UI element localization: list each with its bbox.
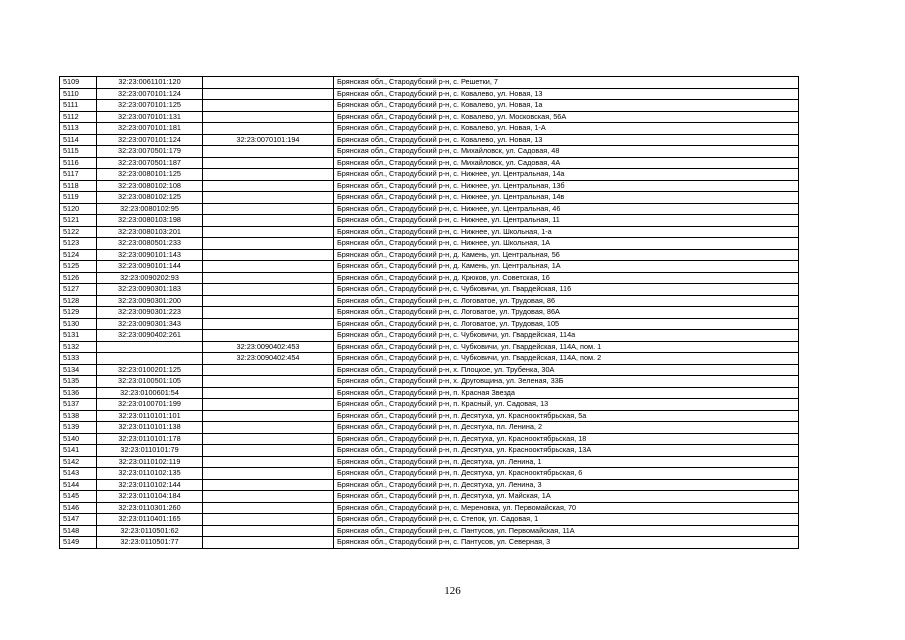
address-cell: Брянская обл., Стародубский р-н, д. Камень, ул. Центральная, 56 [334,249,799,261]
address-cell: Брянская обл., Стародубский р-н, с. Чубковичи, ул. Гвардейская, 114А, пом. 1 [334,341,799,353]
cadastral-number-cell: 32:23:0110101:178 [97,433,203,445]
cadastral-number-cell: 32:23:0110501:77 [97,537,203,549]
table-row [60,180,799,192]
secondary-cadastral-number-cell [203,307,334,319]
cadastral-number-cell: 32:23:0090101:143 [97,249,203,261]
secondary-cadastral-number-cell [203,249,334,261]
row-number-cell: 5127 [60,284,97,296]
secondary-cadastral-number-cell [203,364,334,376]
address-cell: Брянская обл., Стародубский р-н, с. Михайловск, ул. Садовая, 4А [334,157,799,169]
table-row [60,399,799,411]
secondary-cadastral-number-cell [203,238,334,250]
table-row [60,307,799,319]
cadastral-number-cell: 32:23:0090301:183 [97,284,203,296]
row-number-cell: 5142 [60,456,97,468]
secondary-cadastral-number-cell [203,410,334,422]
secondary-cadastral-number-cell [203,433,334,445]
row-number-cell: 5117 [60,169,97,181]
cadastral-number-cell: 32:23:0110301:260 [97,502,203,514]
secondary-cadastral-number-cell [203,284,334,296]
secondary-cadastral-number-cell [203,376,334,388]
address-cell: Брянская обл., Стародубский р-н, с. Пантусов, ул. Северная, 3 [334,537,799,549]
row-number-cell: 5112 [60,111,97,123]
address-cell: Брянская обл., Стародубский р-н, с. Нижнее, ул. Центральная, 46 [334,203,799,215]
table-row [60,468,799,480]
cadastral-number-cell: 32:23:0070101:124 [97,134,203,146]
row-number-cell: 5132 [60,341,97,353]
row-number-cell: 5147 [60,514,97,526]
row-number-cell: 5149 [60,537,97,549]
registry-table [59,76,799,549]
secondary-cadastral-number-cell [203,226,334,238]
secondary-cadastral-number-cell [203,100,334,112]
address-cell: Брянская обл., Стародубский р-н, с. Степок, ул. Садовая, 1 [334,514,799,526]
row-number-cell: 5143 [60,468,97,480]
address-cell: Брянская обл., Стародубский р-н, х. Плоцкое, ул. Трубенка, 30А [334,364,799,376]
cadastral-number-cell: 32:23:0090301:200 [97,295,203,307]
secondary-cadastral-number-cell [203,295,334,307]
row-number-cell: 5110 [60,88,97,100]
table-row [60,525,799,537]
address-cell: Брянская обл., Стародубский р-н, д. Крюков, ул. Советская, 16 [334,272,799,284]
cadastral-number-cell: 32:23:0061101:120 [97,77,203,89]
secondary-cadastral-number-cell [203,514,334,526]
cadastral-number-cell: 32:23:0090301:223 [97,307,203,319]
secondary-cadastral-number-cell [203,422,334,434]
address-cell: Брянская обл., Стародубский р-н, с. Нижнее, ул. Центральная, 14а [334,169,799,181]
secondary-cadastral-number-cell [203,123,334,135]
row-number-cell: 5123 [60,238,97,250]
address-cell: Брянская обл., Стародубский р-н, с. Чубковичи, ул. Гвардейская, 116 [334,284,799,296]
cadastral-number-cell: 32:23:0070101:131 [97,111,203,123]
table-row [60,192,799,204]
table-row [60,146,799,158]
cadastral-number-cell: 32:23:0110102:135 [97,468,203,480]
table-row [60,341,799,353]
cadastral-number-cell: 32:23:0080103:198 [97,215,203,227]
cadastral-number-cell: 32:23:0100501:105 [97,376,203,388]
table-row [60,272,799,284]
address-cell: Брянская обл., Стародубский р-н, п. Десятуха, ул. Краснооктябрьская, 18 [334,433,799,445]
table-row [60,238,799,250]
cadastral-number-cell: 32:23:0070501:179 [97,146,203,158]
address-cell: Брянская обл., Стародубский р-н, п. Десятуха, пл. Ленина, 2 [334,422,799,434]
address-cell: Брянская обл., Стародубский р-н, п. Десятуха, ул. Краснооктябрьская, 6 [334,468,799,480]
cadastral-number-cell: 32:23:0070101:124 [97,88,203,100]
secondary-cadastral-number-cell [203,88,334,100]
cadastral-number-cell [97,341,203,353]
secondary-cadastral-number-cell [203,387,334,399]
secondary-cadastral-number-cell [203,272,334,284]
table-row [60,456,799,468]
cadastral-number-cell [97,353,203,365]
row-number-cell: 5145 [60,491,97,503]
table-row [60,157,799,169]
address-cell: Брянская обл., Стародубский р-н, с. Нижнее, ул. Центральная, 11 [334,215,799,227]
row-number-cell: 5129 [60,307,97,319]
cadastral-number-cell: 32:23:0090202:93 [97,272,203,284]
cadastral-number-cell: 32:23:0110501:62 [97,525,203,537]
cadastral-number-cell: 32:23:0100601:54 [97,387,203,399]
cadastral-number-cell: 32:23:0090301:343 [97,318,203,330]
address-cell: Брянская обл., Стародубский р-н, д. Камень, ул. Центральная, 1А [334,261,799,273]
secondary-cadastral-number-cell [203,146,334,158]
address-cell: Брянская обл., Стародубский р-н, с. Логоватое, ул. Трудовая, 105 [334,318,799,330]
cadastral-number-cell: 32:23:0110101:138 [97,422,203,434]
address-cell: Брянская обл., Стародубский р-н, с. Мереновка, ул. Первомайская, 70 [334,502,799,514]
page-number: 126 [444,585,461,597]
row-number-cell: 5148 [60,525,97,537]
table-row [60,88,799,100]
row-number-cell: 5118 [60,180,97,192]
secondary-cadastral-number-cell [203,502,334,514]
address-cell: Брянская обл., Стародубский р-н, с. Чубковичи, ул. Гвардейская, 114А, пом. 2 [334,353,799,365]
secondary-cadastral-number-cell: 32:23:0070101:194 [203,134,334,146]
table-row [60,445,799,457]
secondary-cadastral-number-cell [203,399,334,411]
row-number-cell: 5115 [60,146,97,158]
table-row [60,514,799,526]
address-cell: Брянская обл., Стародубский р-н, п. Десятуха, ул. Краснооктябрьская, 5а [334,410,799,422]
table-row [60,502,799,514]
table-row [60,376,799,388]
address-cell: Брянская обл., Стародубский р-н, с. Логоватое, ул. Трудовая, 86А [334,307,799,319]
table-row [60,100,799,112]
row-number-cell: 5136 [60,387,97,399]
address-cell: Брянская обл., Стародубский р-н, с. Нижнее, ул. Центральная, 14в [334,192,799,204]
cadastral-number-cell: 32:23:0080102:95 [97,203,203,215]
table-row [60,111,799,123]
address-cell: Брянская обл., Стародубский р-н, п. Десятуха, ул. Краснооктябрьская, 13А [334,445,799,457]
table-row [60,491,799,503]
row-number-cell: 5131 [60,330,97,342]
table-row [60,410,799,422]
secondary-cadastral-number-cell [203,525,334,537]
table-row [60,77,799,89]
row-number-cell: 5125 [60,261,97,273]
row-number-cell: 5126 [60,272,97,284]
address-cell: Брянская обл., Стародубский р-н, п. Красный, ул. Садовая, 13 [334,399,799,411]
secondary-cadastral-number-cell [203,169,334,181]
table-row [60,295,799,307]
address-cell: Брянская обл., Стародубский р-н, с. Михайловск, ул. Садовая, 48 [334,146,799,158]
row-number-cell: 5141 [60,445,97,457]
table-row [60,249,799,261]
address-cell: Брянская обл., Стародубский р-н, с. Ковалево, ул. Новая, 1а [334,100,799,112]
table-row [60,261,799,273]
row-number-cell: 5139 [60,422,97,434]
secondary-cadastral-number-cell [203,456,334,468]
address-cell: Брянская обл., Стародубский р-н, с. Ковалево, ул. Московская, 56А [334,111,799,123]
cadastral-number-cell: 32:23:0080102:125 [97,192,203,204]
table-row [60,364,799,376]
row-number-cell: 5128 [60,295,97,307]
table-row [60,134,799,146]
table-row [60,422,799,434]
address-cell: Брянская обл., Стародубский р-н, с. Ковалево, ул. Новая, 13 [334,88,799,100]
row-number-cell: 5116 [60,157,97,169]
cadastral-number-cell: 32:23:0080102:108 [97,180,203,192]
secondary-cadastral-number-cell [203,537,334,549]
row-number-cell: 5140 [60,433,97,445]
row-number-cell: 5114 [60,134,97,146]
secondary-cadastral-number-cell [203,180,334,192]
secondary-cadastral-number-cell: 32:23:0090402:453 [203,341,334,353]
table-row [60,318,799,330]
registry-table-body [60,77,799,549]
row-number-cell: 5130 [60,318,97,330]
secondary-cadastral-number-cell [203,77,334,89]
table-row [60,123,799,135]
cadastral-number-cell: 32:23:0080501:233 [97,238,203,250]
table-row [60,284,799,296]
row-number-cell: 5120 [60,203,97,215]
table-row [60,215,799,227]
cadastral-number-cell: 32:23:0100201:125 [97,364,203,376]
address-cell: Брянская обл., Стародубский р-н, с. Нижнее, ул. Центральная, 13б [334,180,799,192]
secondary-cadastral-number-cell [203,111,334,123]
row-number-cell: 5137 [60,399,97,411]
row-number-cell: 5122 [60,226,97,238]
row-number-cell: 5124 [60,249,97,261]
table-row [60,537,799,549]
secondary-cadastral-number-cell [203,318,334,330]
secondary-cadastral-number-cell [203,330,334,342]
cadastral-number-cell: 32:23:0070101:125 [97,100,203,112]
table-row [60,387,799,399]
table-row [60,330,799,342]
table-row [60,203,799,215]
cadastral-number-cell: 32:23:0110102:119 [97,456,203,468]
row-number-cell: 5113 [60,123,97,135]
address-cell: Брянская обл., Стародубский р-н, с. Чубковичи, ул. Гвардейская, 114а [334,330,799,342]
secondary-cadastral-number-cell: 32:23:0090402:454 [203,353,334,365]
row-number-cell: 5144 [60,479,97,491]
cadastral-number-cell: 32:23:0090101:144 [97,261,203,273]
table-row [60,226,799,238]
address-cell: Брянская обл., Стародубский р-н, п. Десятуха, ул. Ленина, 1 [334,456,799,468]
cadastral-number-cell: 32:23:0080103:201 [97,226,203,238]
address-cell: Брянская обл., Стародубский р-н, п. Десятуха, ул. Майская, 1А [334,491,799,503]
row-number-cell: 5133 [60,353,97,365]
address-cell: Брянская обл., Стародубский р-н, х. Друговщина, ул. Зеленая, 33Б [334,376,799,388]
row-number-cell: 5146 [60,502,97,514]
row-number-cell: 5119 [60,192,97,204]
cadastral-number-cell: 32:23:0110101:101 [97,410,203,422]
cadastral-number-cell: 32:23:0090402:261 [97,330,203,342]
secondary-cadastral-number-cell [203,468,334,480]
table-row [60,353,799,365]
secondary-cadastral-number-cell [203,491,334,503]
address-cell: Брянская обл., Стародубский р-н, п. Десятуха, ул. Ленина, 3 [334,479,799,491]
secondary-cadastral-number-cell [203,203,334,215]
table-row [60,169,799,181]
address-cell: Брянская обл., Стародубский р-н, с. Ковалево, ул. Новая, 13 [334,134,799,146]
address-cell: Брянская обл., Стародубский р-н, с. Нижнее, ул. Школьная, 1-а [334,226,799,238]
secondary-cadastral-number-cell [203,479,334,491]
address-cell: Брянская обл., Стародубский р-н, с. Ковалево, ул. Новая, 1-А [334,123,799,135]
row-number-cell: 5135 [60,376,97,388]
row-number-cell: 5134 [60,364,97,376]
cadastral-number-cell: 32:23:0100701:199 [97,399,203,411]
secondary-cadastral-number-cell [203,157,334,169]
address-cell: Брянская обл., Стародубский р-н, п. Красная Звезда [334,387,799,399]
cadastral-number-cell: 32:23:0070101:181 [97,123,203,135]
cadastral-number-cell: 32:23:0070501:187 [97,157,203,169]
row-number-cell: 5111 [60,100,97,112]
cadastral-number-cell: 32:23:0110104:184 [97,491,203,503]
cadastral-number-cell: 32:23:0080101:125 [97,169,203,181]
cadastral-number-cell: 32:23:0110101:79 [97,445,203,457]
row-number-cell: 5138 [60,410,97,422]
table-row [60,479,799,491]
cadastral-number-cell: 32:23:0110102:144 [97,479,203,491]
row-number-cell: 5121 [60,215,97,227]
address-cell: Брянская обл., Стародубский р-н, с. Решетки, 7 [334,77,799,89]
table-row [60,433,799,445]
row-number-cell: 5109 [60,77,97,89]
secondary-cadastral-number-cell [203,261,334,273]
address-cell: Брянская обл., Стародубский р-н, с. Нижнее, ул. Школьная, 1А [334,238,799,250]
address-cell: Брянская обл., Стародубский р-н, с. Пантусов, ул. Первомайская, 11А [334,525,799,537]
secondary-cadastral-number-cell [203,192,334,204]
secondary-cadastral-number-cell [203,215,334,227]
cadastral-number-cell: 32:23:0110401:165 [97,514,203,526]
address-cell: Брянская обл., Стародубский р-н, с. Логоватое, ул. Трудовая, 86 [334,295,799,307]
secondary-cadastral-number-cell [203,445,334,457]
